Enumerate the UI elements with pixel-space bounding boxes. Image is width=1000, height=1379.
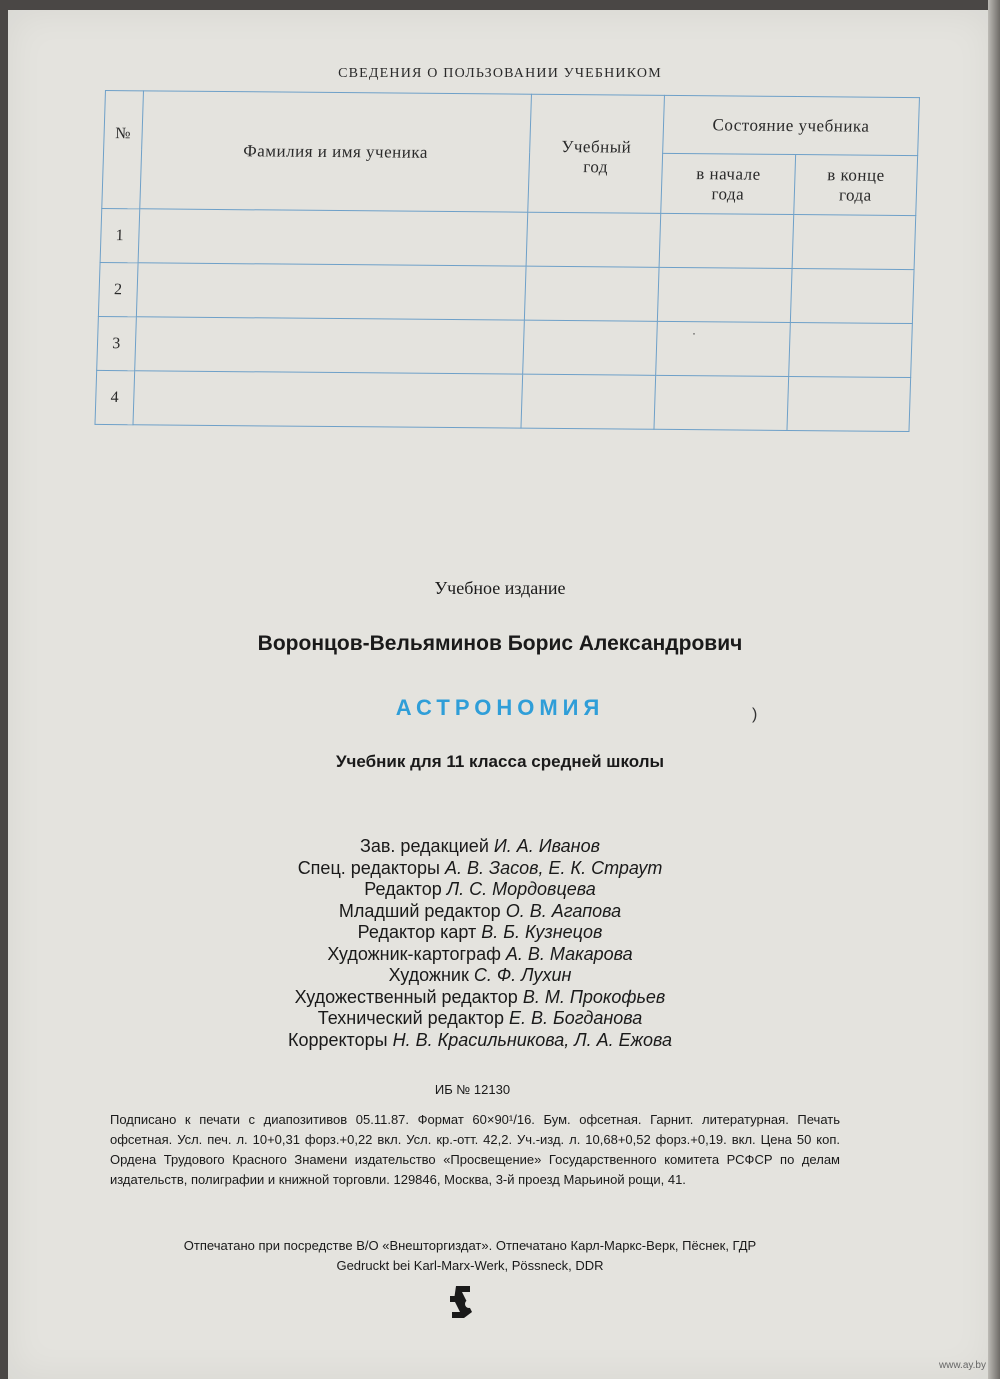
credit-line	[0, 944, 960, 966]
credit-role: Редактор	[364, 879, 442, 899]
credit-role: Зав. редакцией	[359, 836, 489, 856]
credit-role: Художник	[388, 965, 469, 985]
credit-person: О. В. Агапова	[505, 900, 622, 921]
credit-person: Л. С. Мордовцева	[446, 879, 596, 899]
credit-role: Художник-картограф	[327, 943, 501, 964]
header-student-name: Фамилия и имя ученика	[140, 91, 532, 212]
cell-name	[133, 371, 523, 428]
table-row	[97, 316, 913, 377]
table-row	[95, 370, 911, 431]
book-title: АСТРОНОМИЯ	[395, 695, 605, 720]
page-edge	[988, 0, 1000, 1379]
credit-person: И. А. Иванов	[493, 836, 600, 856]
cell-year	[524, 266, 659, 321]
cell-start	[654, 375, 789, 430]
pen-dot-mark: ·	[692, 326, 696, 340]
row-number: 4	[95, 370, 135, 424]
cell-name	[135, 317, 525, 374]
author-name: Воронцов-Вельяминов Борис Александрович	[257, 632, 743, 655]
cell-year	[523, 320, 658, 375]
header-number: №	[102, 91, 144, 209]
credit-role: Художественный редактор	[294, 986, 518, 1007]
cell-start	[657, 267, 792, 322]
credits-list	[0, 836, 960, 1051]
credit-person: А. В. Засов, Е. К. Страут	[445, 857, 663, 878]
cell-end	[790, 269, 914, 324]
credit-role: Редактор карт	[357, 922, 477, 942]
cell-end	[787, 376, 911, 431]
credit-line	[0, 879, 960, 901]
row-number: 2	[98, 262, 138, 316]
credit-line	[0, 922, 960, 944]
cell-year	[526, 212, 661, 267]
credit-person: С. Ф. Лухин	[473, 965, 572, 985]
credit-line	[0, 858, 960, 880]
book-subtitle: Учебник для 11 класса средней школы	[335, 752, 665, 771]
row-number: 3	[97, 316, 137, 370]
table-title: СВЕДЕНИЯ О ПОЛЬЗОВАНИИ УЧЕБНИКОМ	[338, 66, 662, 81]
printing-info	[0, 1236, 940, 1276]
credit-person: В. М. Прокофьев	[522, 986, 666, 1007]
publisher-logo-icon	[442, 1282, 482, 1322]
printed-line-ru: Отпечатано при посредстве В/О «Внешторгиздат». Отпечатано Карл-Маркс-Верк, Пёснек, ГДР	[183, 1238, 757, 1253]
usage-table	[94, 90, 919, 432]
credit-line	[0, 987, 960, 1009]
credit-role: Технический редактор	[317, 1008, 504, 1028]
credit-person: Е. В. Богданова	[508, 1008, 643, 1028]
pen-mark: )	[752, 706, 758, 723]
credit-person: Н. В. Красильникова, Л. А. Ежова	[392, 1029, 673, 1050]
credit-line	[0, 836, 960, 858]
credit-role: Спец. редакторы	[297, 857, 440, 878]
header-end-of-year: в конце года	[794, 155, 918, 216]
watermark: www.ay.by	[938, 1360, 986, 1371]
credit-line	[0, 965, 960, 987]
header-start-of-year: в начале года	[661, 153, 796, 214]
credit-person: В. Б. Кузнецов	[481, 922, 603, 942]
cell-name	[138, 209, 528, 266]
imprint-text: Подписано к печати с диапозитивов 05.11.87. Формат 60×90¹/16. Бум. офсетная. Гарнит. литературная. Печать офсетная. Усл. печ. л. 10+0,31 форз.+0,22 вкл. Усл. кр.-отт. 42,2. Уч.-изд. л. 10,68+0,52 форз.+0,19. вкл. Цена 50 коп. Ордена Трудового Красного Знамени издательство «Просвещение» Государственного комитета РСФСР по делам издательств, полиграфии и книжной торговли. 129846, Москва, 3-й проезд Марьиной рощи, 41.	[110, 1112, 840, 1187]
cell-start	[656, 321, 791, 376]
usage-table-wrapper	[94, 90, 919, 432]
header-textbook-state: Состояние учебника	[663, 95, 920, 155]
credit-line	[0, 1008, 960, 1030]
edition-type: Учебное издание	[434, 578, 566, 598]
header-school-year: Учебный год	[528, 94, 665, 213]
ib-number: ИБ № 12130	[434, 1082, 511, 1097]
cell-year	[521, 374, 656, 429]
cell-end	[792, 215, 916, 270]
credit-line	[0, 901, 960, 923]
table-row	[100, 208, 916, 269]
printed-line-de: Gedruckt bei Karl-Marx-Werk, Pössneck, DDR	[336, 1258, 604, 1273]
credit-person: А. В. Макарова	[505, 943, 633, 964]
cell-start	[659, 213, 794, 268]
credit-role: Корректоры	[287, 1029, 388, 1050]
cell-name	[136, 263, 526, 320]
credit-line	[0, 1030, 960, 1052]
cell-end	[789, 322, 913, 377]
credit-role: Младший редактор	[338, 900, 501, 921]
table-row	[98, 262, 914, 323]
row-number: 1	[100, 208, 140, 262]
